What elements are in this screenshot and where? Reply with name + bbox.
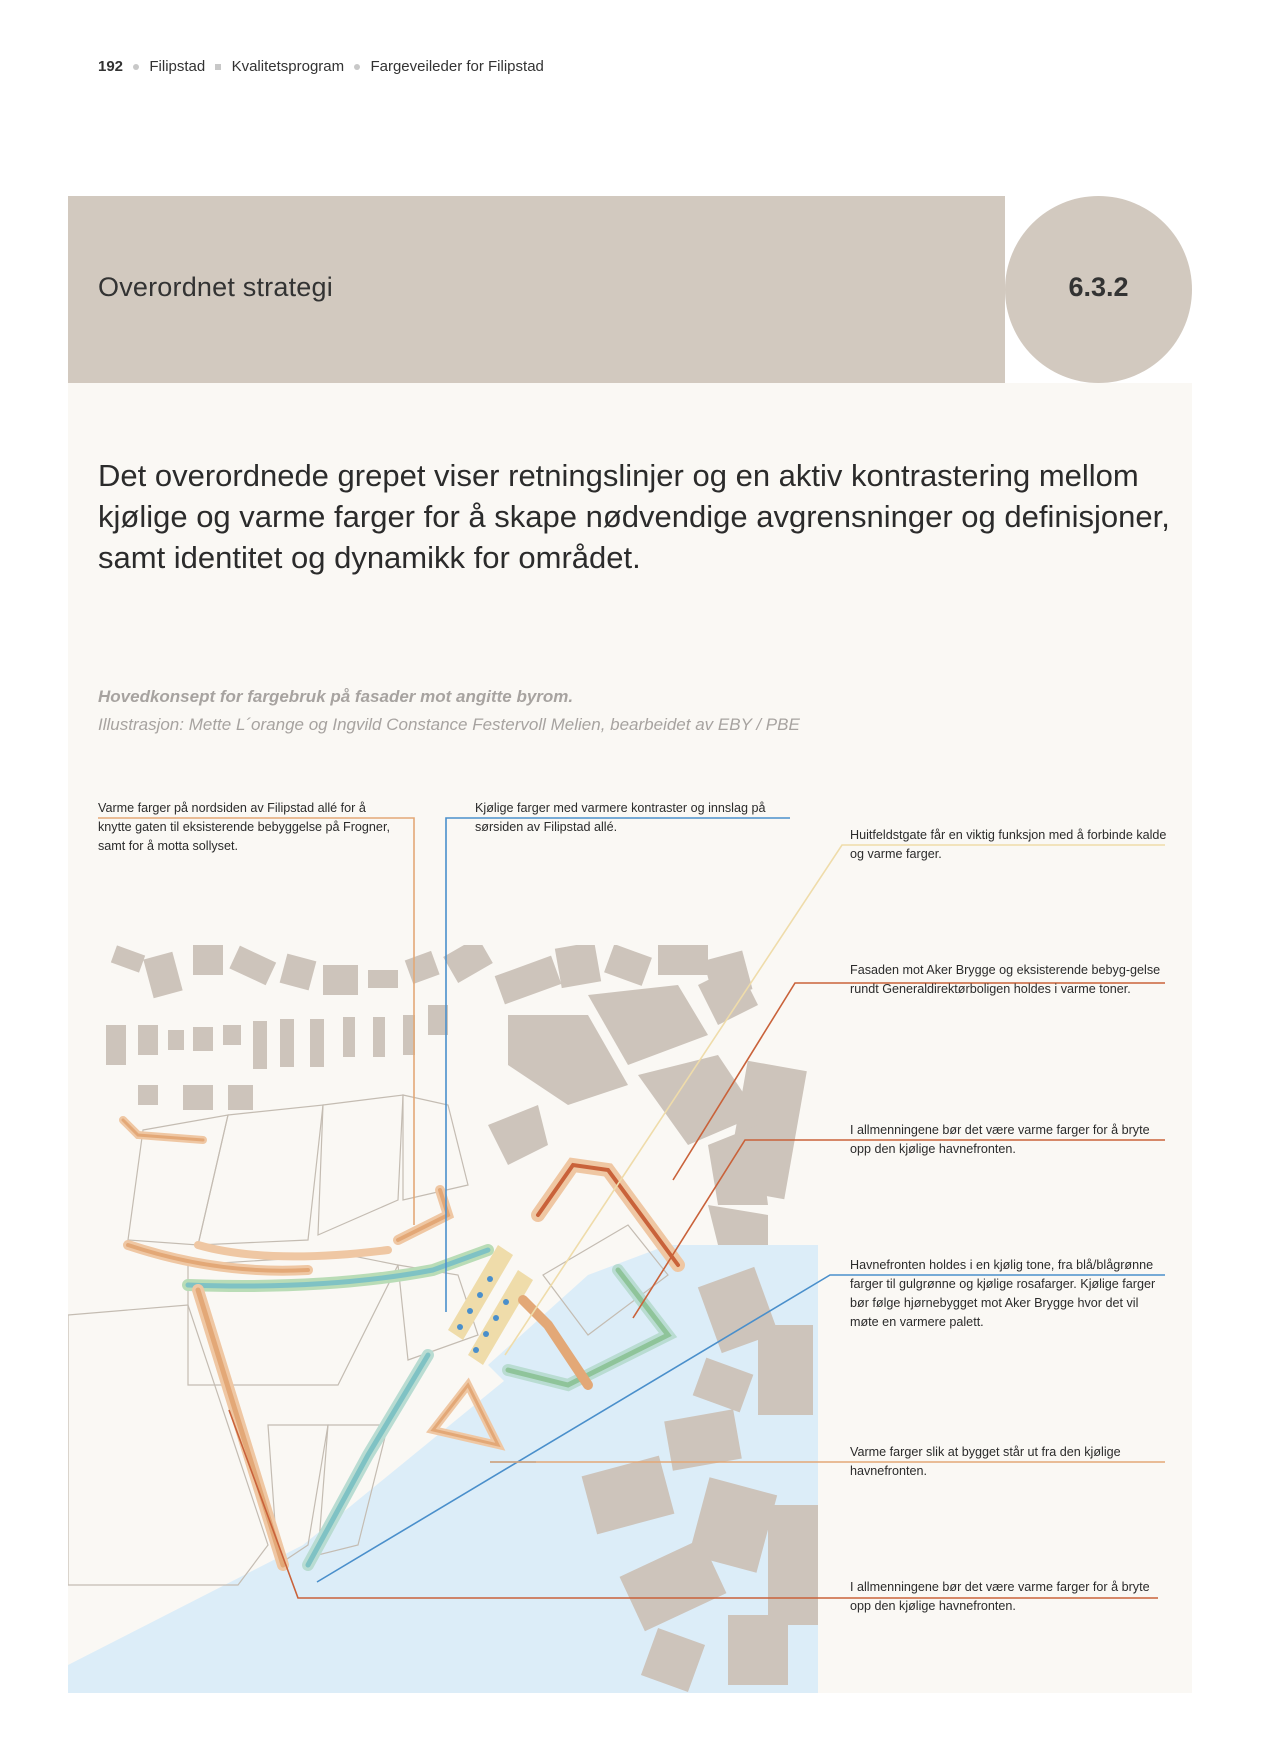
breadcrumb-fargeveileder: Fargeveileder for Filipstad <box>370 58 544 75</box>
color-strategy-map <box>68 945 818 1693</box>
annotation-huitfeldtsgate: Huitfeldstgate får en viktig funksjon med å forbinde kalde og varme farger. <box>850 828 1167 861</box>
frogner-buildings <box>106 945 768 1245</box>
separator-dot <box>133 64 139 70</box>
separator-square <box>215 64 221 70</box>
annotation-allmenninger-2: I allmenningene bør det være varme farger for å bryte opp den kjølige havnefronten. <box>850 1580 1150 1613</box>
warm-west-facade <box>198 1290 283 1565</box>
annotation-aker-brygge-facade: Fasaden mot Aker Brygge og eksisterende bebyg-gelse rundt Generaldirektørboligen holdes i varme toner. <box>850 963 1161 996</box>
annotation-havnefronten: Havnefronten holdes i en kjølig tone, fra blå/blågrønne farger til gulgrønne og kjølige rosafarger. Kjølige farger bør følge hjørnebygget mot Aker Brygge hvor det vil møte en varmere palett. <box>850 1258 1156 1329</box>
running-header <box>98 58 544 75</box>
separator-dot <box>354 64 360 70</box>
figure-caption-credit: Illustrasjon: Mette L´orange og Ingvild Constance Festervoll Melien, bearbeidet av EBY / PBE <box>98 715 800 734</box>
breadcrumb-filipstad: Filipstad <box>149 58 206 75</box>
breadcrumb-kvalitetsprogram: Kvalitetsprogram <box>231 58 345 75</box>
lead-paragraph: Det overordnede grepet viser retningslinjer og en aktiv kontrastering mellom kjølige og varme farger for å skape nødvendige avgrensninger og definisjoner, samt identitet og dynamikk for området. <box>98 458 1170 575</box>
figure-caption-title: Hovedkonsept for fargebruk på fasader mot angitte byrom. <box>98 687 574 706</box>
section-number: 6.3.2 <box>1068 272 1129 302</box>
page-number: 192 <box>98 58 124 75</box>
section-title: Overordnet strategi <box>98 272 333 302</box>
annotation-warm-building: Varme farger slik at bygget står ut fra den kjølige havnefronten. <box>850 1445 1121 1478</box>
annotation-north-facade: Varme farger på nordsiden av Filipstad allé for å knytte gaten til eksisterende bebyggelse på Frogner, samt for å motta sollyset. <box>98 801 390 853</box>
annotation-allmenninger-1: I allmenningene bør det være varme farger for å bryte opp den kjølige havnefronten. <box>850 1123 1150 1156</box>
annotation-south-facade: Kjølige farger med varmere kontraster og innslag på sørsiden av Filipstad allé. <box>475 801 766 834</box>
warm-north-facade <box>123 1120 448 1271</box>
